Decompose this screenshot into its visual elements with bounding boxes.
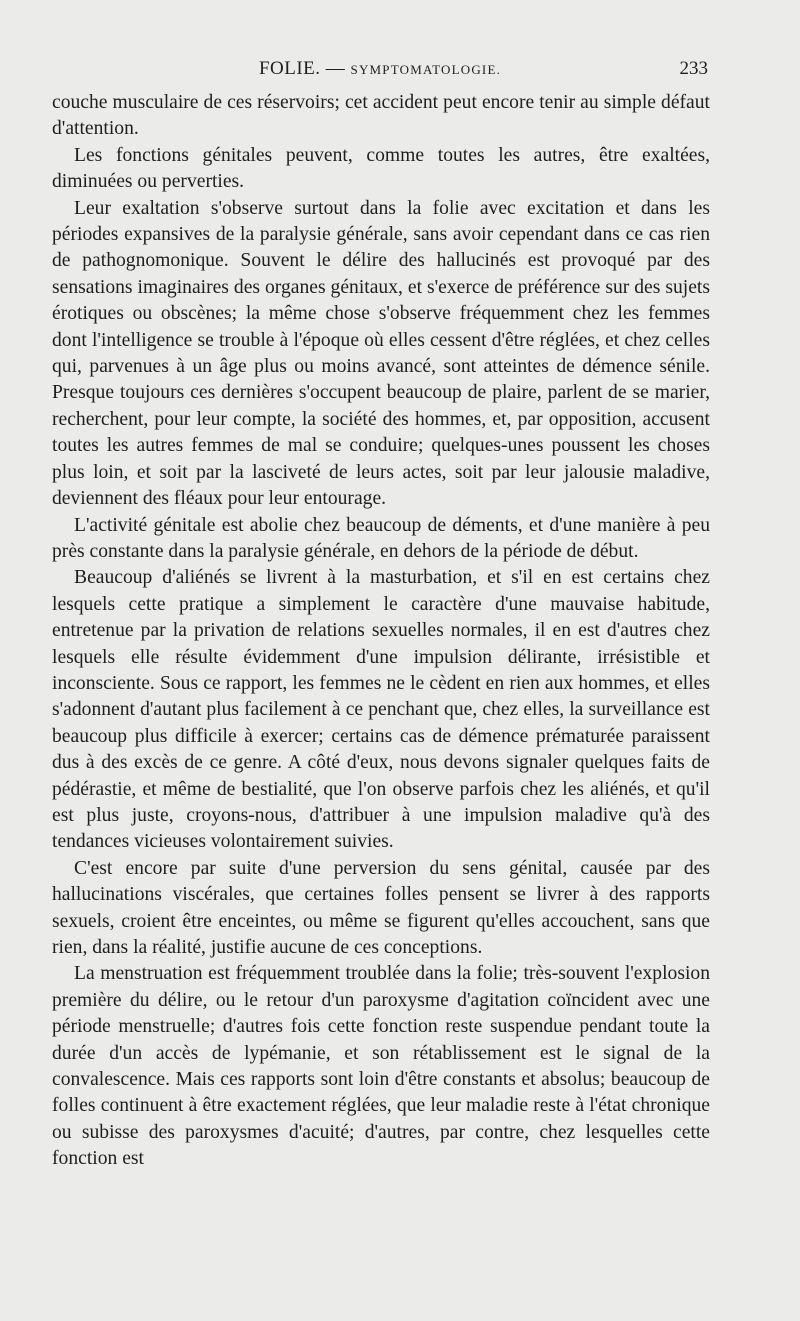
chapter-title: FOLIE. <box>258 58 321 79</box>
running-header <box>52 58 708 86</box>
paragraph-4: L'activité génitale est abolie chez beaucoup de déments, et d'une manière à peu près constante dans la paralysie générale, en dehors de la période de début. <box>52 514 710 562</box>
paragraph-2: Les fonctions génitales peuvent, comme toutes les autres, être exaltées, diminuées ou perverties. <box>52 144 710 193</box>
page-number: 233 <box>679 58 708 79</box>
section-subtitle: SYMPTOMATOLOGIE. <box>350 62 502 77</box>
paragraph-5: Beaucoup d'aliénés se livrent à la masturbation, et s'il en est certains chez lesquels cette pratique a simplement le caractère d'une mauvaise habitude, entretenue par la privation de relations sexuelles normales, il en est d'autres chez lesquels elle résulte évidemment d'une impulsion délirante, irrésistible et inconsciente. Sous ce rapport, les femmes ne le cèdent en rien aux hommes, et elles s'adonnent d'autant plus facilement à ce penchant que, chez elles, la surveillance est beaucoup plus difficile à exercer; certains cas de démence prématurée paraissent dus à des excès de ce genre. A côté d'eux, nous devons signaler quelques faits de pédérastie, et même de bestialité, que l'on observe parfois chez les aliénés, et qu'il est plus juste, croyons-nous, d'attribuer à une impulsion maladive qu'à des tendances vicieuses volontairement suivies. <box>52 567 710 853</box>
body-text <box>52 90 710 1173</box>
title-separator: — <box>325 58 346 79</box>
paragraph-7: La menstruation est fréquemment troublée dans la folie; très-souvent l'explosion première du délire, ou le retour d'un paroxysme d'agitation coïncident avec une période menstruelle; d'autres fois cette fonction reste suspendue pendant toute la durée d'un accès de lypémanie, et son rétablissement est le signal de la convalescence. Mais ces rapports sont loin d'être constants et absolus; beaucoup de folles continuent à être exactement réglées, que leur maladie reste à l'état chronique ou subisse des paroxysmes d'acuité; d'autres, par contre, chez lesquelles cette fonction est <box>52 963 710 1170</box>
paragraph-6: C'est encore par suite d'une perversion du sens génital, causée par des hallucinations viscérales, que certaines folles pensent se livrer à des rapports sexuels, croient être enceintes, ou même se figurent qu'elles accouchent, sans que rien, dans la réalité, justifie aucune de ces conceptions. <box>52 857 710 958</box>
paragraph-1: couche musculaire de ces réservoirs; cet accident peut encore tenir au simple défaut d'attention. <box>52 92 710 140</box>
paragraph-3: Leur exaltation s'observe surtout dans la folie avec excitation et dans les périodes expansives de la paralysie générale, sans avoir cependant dans ce cas rien de pathognomonique. Souvent le délire des hallucinés est provoqué par des sensations imaginaires des organes génitaux, et s'exerce de préférence sur des sujets érotiques ou obscènes; la même chose s'observe fréquemment chez les femmes dont l'intelligence se trouble à l'époque où elles cessent d'être réglées, et chez celles qui, parvenues à un âge plus ou moins avancé, sont atteintes de démence sénile. Presque toujours ces dernières s'occupent beaucoup de plaire, parlent de se marier, recherchent, pour leur compte, la société des hommes, et, par opposition, accusent toutes les autres femmes de mal se conduire; quelques-unes poussent les choses plus loin, et soit par la lasciveté de leurs actes, soit par leur jalousie maladive, deviennent des fléaux pour leur entourage. <box>52 197 710 510</box>
running-title <box>52 58 708 80</box>
